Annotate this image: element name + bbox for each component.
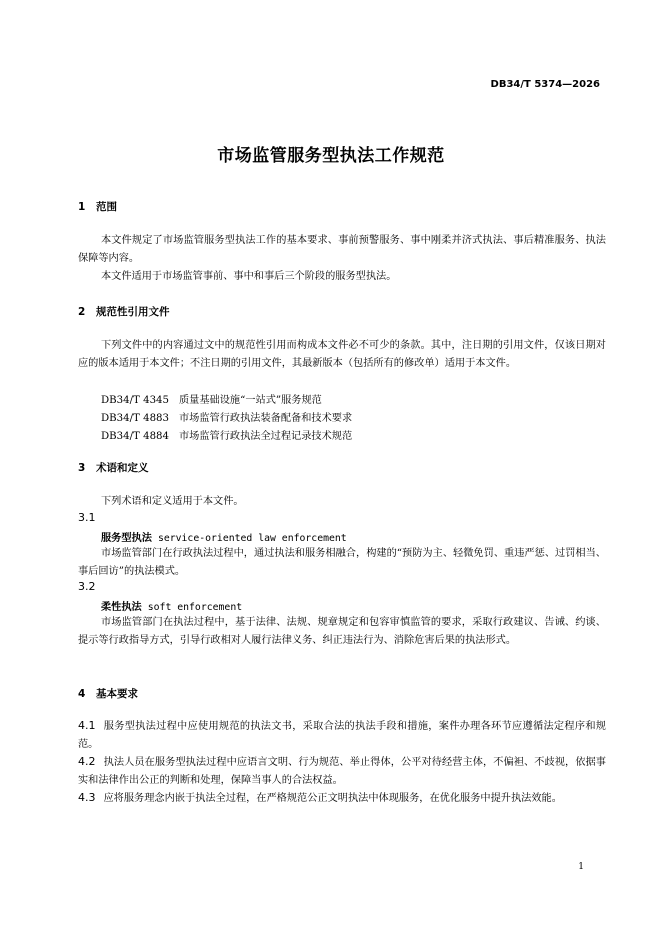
term-number: 3.2 — [78, 580, 96, 593]
section-title: 规范性引用文件 — [96, 306, 170, 318]
section-2-heading — [78, 304, 170, 319]
term-definition: 市场监管部门在行政执法过程中，通过执法和服务相融合，构建的“预防为主、轻微免罚、重违严惩、过罚相当、事后回访”的执法模式。 — [78, 548, 606, 578]
section-number: 4 — [78, 688, 86, 700]
section-4-heading — [78, 686, 138, 701]
references-intro: 下列文件中的内容通过文中的规范性引用而构成本文件必不可少的条款。其中，注日期的引用文件，仅该日期对应的版本适用于本文件；不注日期的引用文件，其最新版本（包括所有的修改单）适用于本文件。 — [78, 340, 606, 370]
requirement-item — [78, 717, 606, 755]
reference-code: DB34/T 4345 — [101, 395, 170, 406]
reference-item — [101, 391, 322, 406]
term-name-en: soft enforcement — [147, 602, 243, 613]
reference-item — [101, 409, 352, 424]
requirement-number: 4.2 — [78, 755, 96, 768]
requirement-item — [78, 789, 606, 808]
requirement-number: 4.1 — [78, 719, 96, 732]
reference-code: DB34/T 4884 — [101, 431, 170, 442]
requirement-text: 执法人员在服务型执法过程中应语言文明、行为规范、举止得体，公平对待经营主体，不偏袒、不歧视，依据事实和法律作出公正的判断和处理，保障当事人的合法权益。 — [78, 757, 606, 787]
section-number: 2 — [78, 306, 86, 318]
term-number: 3.1 — [78, 511, 96, 524]
reference-name: 质量基础设施“一站式”服务规范 — [179, 395, 322, 406]
term-name-en: service-oriented law enforcement — [157, 533, 347, 544]
section-title: 基本要求 — [96, 688, 138, 700]
requirement-item — [78, 753, 606, 791]
section-3-heading — [78, 460, 149, 475]
term-name-zh: 柔性执法 — [101, 602, 142, 613]
requirement-text: 应将服务理念内嵌于执法全过程，在严格规范公正文明执法中体现服务，在优化服务中提升执法效能。 — [103, 793, 562, 804]
reference-item — [101, 427, 352, 442]
document-title: 市场监管服务型执法工作规范 — [217, 146, 445, 166]
reference-name: 市场监管行政执法全过程记录技术规范 — [179, 431, 353, 442]
scope-paragraph-1: 本文件规定了市场监管服务型执法工作的基本要求、事前预警服务、事中刚柔并济式执法、事后精准服务、执法保障等内容。 — [78, 235, 606, 265]
section-title: 术语和定义 — [96, 462, 149, 474]
term-name-zh: 服务型执法 — [101, 533, 152, 544]
section-number: 3 — [78, 462, 86, 474]
section-1-heading — [78, 199, 117, 214]
reference-name: 市场监管行政执法装备配备和技术要求 — [179, 413, 353, 424]
term-definition: 市场监管部门在执法过程中，基于法律、法规、规章规定和包容审慎监管的要求，采取行政建议、告诫、约谈、提示等行政指导方式，引导行政相对人履行法律义务、纠正违法行为、消除危害后果的执法形式。 — [78, 617, 606, 647]
page-number: 1 — [578, 862, 584, 872]
requirement-text: 服务型执法过程中应使用规范的执法文书，采取合法的执法手段和措施，案件办理各环节应遵循法定程序和规范。 — [78, 721, 606, 751]
reference-code: DB34/T 4883 — [101, 413, 170, 424]
section-title: 范围 — [96, 201, 117, 213]
section-number: 1 — [78, 201, 86, 213]
term-heading — [101, 529, 347, 544]
standard-code: DB34/T 5374—2026 — [490, 79, 600, 90]
term-heading — [101, 598, 242, 613]
requirement-number: 4.3 — [78, 791, 96, 804]
terms-intro: 下列术语和定义适用于本文件。 — [101, 496, 244, 507]
scope-paragraph-2: 本文件适用于市场监管事前、事中和事后三个阶段的服务型执法。 — [101, 271, 397, 282]
